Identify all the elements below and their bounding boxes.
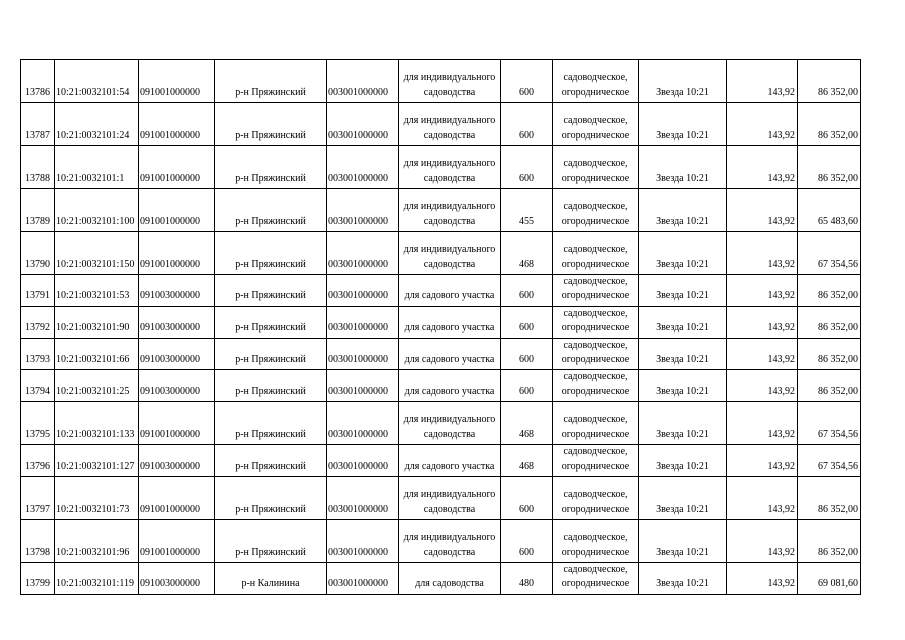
cell-specific-value: 143,92: [727, 275, 798, 307]
cell-cadastral-value: 86 352,00: [798, 146, 861, 189]
cell-cadastral-zone: Звезда 10:21: [639, 520, 727, 563]
cell-permitted-use: для индивидуального садоводства: [399, 520, 501, 563]
cell-cadastral-number: 10:21:0032101:66: [55, 338, 139, 370]
cell-specific-value: 143,92: [727, 370, 798, 402]
cell-use-category: садоводческое, огородническое: [553, 477, 639, 520]
cell-okato-code: 091001000000: [139, 402, 215, 445]
table-body: [21, 60, 861, 595]
cell-specific-value: 143,92: [727, 146, 798, 189]
table-row: [21, 520, 861, 563]
table-row: [21, 445, 861, 477]
cell-area: 600: [501, 146, 553, 189]
cell-oktmo-code: 003001000000: [327, 402, 399, 445]
cell-okato-code: 091001000000: [139, 189, 215, 232]
cell-area: 600: [501, 477, 553, 520]
cell-cadastral-value: 67 354,56: [798, 232, 861, 275]
cell-cadastral-zone: Звезда 10:21: [639, 338, 727, 370]
table-row: [21, 275, 861, 307]
cell-row-number: 13789: [21, 189, 55, 232]
cell-use-category: садоводческое, огородническое: [553, 563, 639, 595]
cell-cadastral-zone: Звезда 10:21: [639, 275, 727, 307]
cell-cadastral-zone: Звезда 10:21: [639, 477, 727, 520]
table-row: [21, 103, 861, 146]
cell-use-category: садоводческое, огородническое: [553, 189, 639, 232]
cell-use-category: садоводческое, огородническое: [553, 445, 639, 477]
cell-row-number: 13795: [21, 402, 55, 445]
cell-okato-code: 091003000000: [139, 445, 215, 477]
cell-use-category: садоводческое, огородническое: [553, 520, 639, 563]
cell-area: 600: [501, 306, 553, 338]
cell-cadastral-value: 67 354,56: [798, 445, 861, 477]
cell-oktmo-code: 003001000000: [327, 60, 399, 103]
table-row: [21, 232, 861, 275]
table-row: [21, 338, 861, 370]
cell-area: 468: [501, 232, 553, 275]
cell-row-number: 13791: [21, 275, 55, 307]
cell-cadastral-number: 10:21:0032101:1: [55, 146, 139, 189]
cell-use-category: садоводческое, огородническое: [553, 306, 639, 338]
cell-district: р-н Пряжинский: [215, 275, 327, 307]
cell-oktmo-code: 003001000000: [327, 306, 399, 338]
cell-oktmo-code: 003001000000: [327, 563, 399, 595]
cell-okato-code: 091003000000: [139, 370, 215, 402]
cell-use-category: садоводческое, огородническое: [553, 232, 639, 275]
table-row: [21, 146, 861, 189]
cell-row-number: 13798: [21, 520, 55, 563]
cell-district: р-н Пряжинский: [215, 232, 327, 275]
cell-row-number: 13799: [21, 563, 55, 595]
cell-cadastral-value: 86 352,00: [798, 520, 861, 563]
cell-row-number: 13797: [21, 477, 55, 520]
cell-use-category: садоводческое, огородническое: [553, 275, 639, 307]
cell-permitted-use: для садового участка: [399, 275, 501, 307]
cell-okato-code: 091001000000: [139, 520, 215, 563]
cell-okato-code: 091001000000: [139, 103, 215, 146]
cell-cadastral-zone: Звезда 10:21: [639, 563, 727, 595]
cell-row-number: 13790: [21, 232, 55, 275]
cell-row-number: 13794: [21, 370, 55, 402]
cell-use-category: садоводческое, огородническое: [553, 370, 639, 402]
cell-okato-code: 091001000000: [139, 146, 215, 189]
cell-area: 600: [501, 520, 553, 563]
cell-okato-code: 091001000000: [139, 60, 215, 103]
cell-area: 600: [501, 275, 553, 307]
cell-oktmo-code: 003001000000: [327, 477, 399, 520]
cell-cadastral-value: 65 483,60: [798, 189, 861, 232]
cell-cadastral-number: 10:21:0032101:53: [55, 275, 139, 307]
cell-area: 600: [501, 338, 553, 370]
cell-cadastral-number: 10:21:0032101:73: [55, 477, 139, 520]
cell-oktmo-code: 003001000000: [327, 103, 399, 146]
cell-cadastral-zone: Звезда 10:21: [639, 232, 727, 275]
cell-oktmo-code: 003001000000: [327, 445, 399, 477]
cell-district: р-н Пряжинский: [215, 60, 327, 103]
cell-permitted-use: для индивидуального садоводства: [399, 477, 501, 520]
cell-area: 600: [501, 60, 553, 103]
cell-cadastral-value: 67 354,56: [798, 402, 861, 445]
cell-cadastral-value: 86 352,00: [798, 370, 861, 402]
cell-permitted-use: для садового участка: [399, 445, 501, 477]
cell-oktmo-code: 003001000000: [327, 338, 399, 370]
cell-district: р-н Пряжинский: [215, 338, 327, 370]
cell-specific-value: 143,92: [727, 520, 798, 563]
cell-use-category: садоводческое, огородническое: [553, 402, 639, 445]
cell-use-category: садоводческое, огородническое: [553, 103, 639, 146]
cell-cadastral-zone: Звезда 10:21: [639, 60, 727, 103]
cell-area: 468: [501, 402, 553, 445]
cell-area: 455: [501, 189, 553, 232]
cell-permitted-use: для индивидуального садоводства: [399, 103, 501, 146]
cell-district: р-н Пряжинский: [215, 477, 327, 520]
cell-permitted-use: для садоводства: [399, 563, 501, 595]
cell-district: р-н Пряжинский: [215, 402, 327, 445]
cell-cadastral-zone: Звезда 10:21: [639, 306, 727, 338]
cell-permitted-use: для садового участка: [399, 306, 501, 338]
cell-permitted-use: для индивидуального садоводства: [399, 189, 501, 232]
cell-row-number: 13792: [21, 306, 55, 338]
table-row: [21, 563, 861, 595]
cell-specific-value: 143,92: [727, 232, 798, 275]
cell-cadastral-value: 69 081,60: [798, 563, 861, 595]
cell-cadastral-number: 10:21:0032101:150: [55, 232, 139, 275]
cell-cadastral-number: 10:21:0032101:127: [55, 445, 139, 477]
cell-row-number: 13786: [21, 60, 55, 103]
cell-row-number: 13788: [21, 146, 55, 189]
table-row: [21, 477, 861, 520]
cell-use-category: садоводческое, огородническое: [553, 60, 639, 103]
cell-area: 480: [501, 563, 553, 595]
cell-specific-value: 143,92: [727, 306, 798, 338]
cell-district: р-н Пряжинский: [215, 103, 327, 146]
cell-cadastral-value: 86 352,00: [798, 60, 861, 103]
cell-cadastral-zone: Звезда 10:21: [639, 402, 727, 445]
cell-okato-code: 091003000000: [139, 338, 215, 370]
cell-district: р-н Пряжинский: [215, 146, 327, 189]
cell-area: 468: [501, 445, 553, 477]
cell-district: р-н Пряжинский: [215, 445, 327, 477]
cell-permitted-use: для садового участка: [399, 338, 501, 370]
cell-specific-value: 143,92: [727, 563, 798, 595]
cell-cadastral-zone: Звезда 10:21: [639, 445, 727, 477]
cell-permitted-use: для индивидуального садоводства: [399, 146, 501, 189]
cell-okato-code: 091003000000: [139, 275, 215, 307]
cell-use-category: садоводческое, огородническое: [553, 146, 639, 189]
cell-permitted-use: для индивидуального садоводства: [399, 402, 501, 445]
cell-oktmo-code: 003001000000: [327, 232, 399, 275]
cell-cadastral-zone: Звезда 10:21: [639, 103, 727, 146]
cell-specific-value: 143,92: [727, 477, 798, 520]
cell-specific-value: 143,92: [727, 60, 798, 103]
cell-cadastral-number: 10:21:0032101:100: [55, 189, 139, 232]
cell-cadastral-number: 10:21:0032101:25: [55, 370, 139, 402]
cell-cadastral-zone: Звезда 10:21: [639, 370, 727, 402]
cell-district: р-н Пряжинский: [215, 306, 327, 338]
cell-cadastral-number: 10:21:0032101:90: [55, 306, 139, 338]
cell-permitted-use: для индивидуального садоводства: [399, 232, 501, 275]
cell-permitted-use: для индивидуального садоводства: [399, 60, 501, 103]
cell-cadastral-value: 86 352,00: [798, 275, 861, 307]
cell-cadastral-value: 86 352,00: [798, 477, 861, 520]
cell-district: р-н Калинина: [215, 563, 327, 595]
cell-cadastral-value: 86 352,00: [798, 306, 861, 338]
cell-oktmo-code: 003001000000: [327, 520, 399, 563]
land-registry-table: [20, 59, 861, 595]
table-row: [21, 306, 861, 338]
cell-specific-value: 143,92: [727, 402, 798, 445]
cell-okato-code: 091003000000: [139, 306, 215, 338]
table-row: [21, 60, 861, 103]
cell-cadastral-number: 10:21:0032101:133: [55, 402, 139, 445]
table-row: [21, 189, 861, 232]
cell-specific-value: 143,92: [727, 189, 798, 232]
cell-cadastral-number: 10:21:0032101:119: [55, 563, 139, 595]
table-row: [21, 370, 861, 402]
cell-row-number: 13796: [21, 445, 55, 477]
cell-oktmo-code: 003001000000: [327, 370, 399, 402]
cell-okato-code: 091001000000: [139, 477, 215, 520]
cell-row-number: 13793: [21, 338, 55, 370]
cell-row-number: 13787: [21, 103, 55, 146]
cell-oktmo-code: 003001000000: [327, 189, 399, 232]
cell-district: р-н Пряжинский: [215, 189, 327, 232]
cell-specific-value: 143,92: [727, 338, 798, 370]
cell-cadastral-value: 86 352,00: [798, 338, 861, 370]
cell-oktmo-code: 003001000000: [327, 275, 399, 307]
cell-okato-code: 091001000000: [139, 232, 215, 275]
cell-district: р-н Пряжинский: [215, 370, 327, 402]
cell-specific-value: 143,92: [727, 445, 798, 477]
cell-cadastral-zone: Звезда 10:21: [639, 146, 727, 189]
cell-cadastral-zone: Звезда 10:21: [639, 189, 727, 232]
cell-specific-value: 143,92: [727, 103, 798, 146]
cell-use-category: садоводческое, огородническое: [553, 338, 639, 370]
cell-cadastral-number: 10:21:0032101:96: [55, 520, 139, 563]
cell-permitted-use: для садового участка: [399, 370, 501, 402]
cell-oktmo-code: 003001000000: [327, 146, 399, 189]
cell-district: р-н Пряжинский: [215, 520, 327, 563]
cell-cadastral-number: 10:21:0032101:24: [55, 103, 139, 146]
cell-area: 600: [501, 370, 553, 402]
cell-cadastral-number: 10:21:0032101:54: [55, 60, 139, 103]
cell-cadastral-value: 86 352,00: [798, 103, 861, 146]
table-row: [21, 402, 861, 445]
cell-area: 600: [501, 103, 553, 146]
cell-okato-code: 091003000000: [139, 563, 215, 595]
